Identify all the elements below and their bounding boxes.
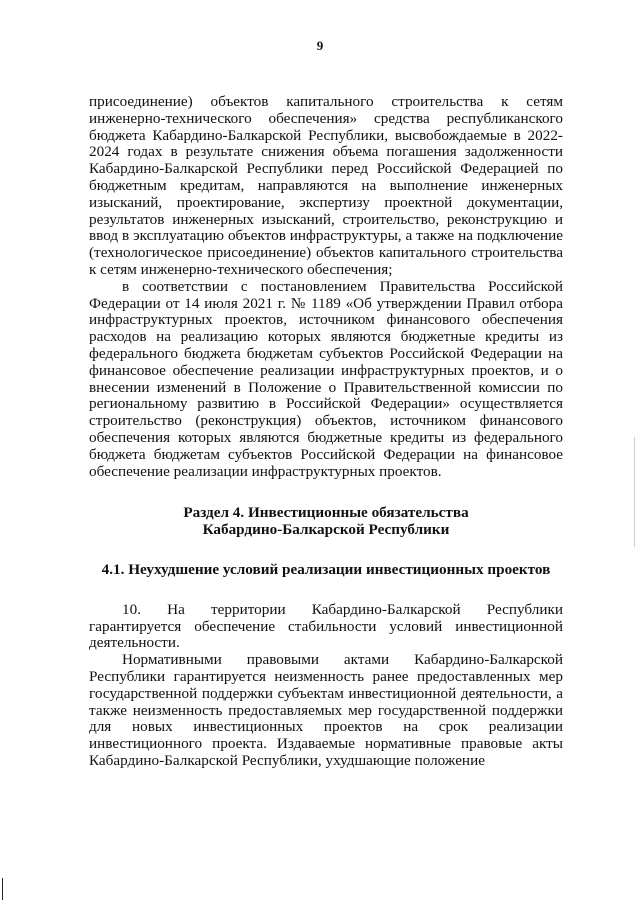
paragraph-continuation: присоединение) объектов капитального строительства к сетям инженерно-технического обеспечения» средства республиканского бюджета Кабардино-Балкарской Республики, высвобождаемые в 2022-2024 годах в результате снижения объема погашения задолженности Кабардино-Балкарской Республики перед Российской Федерацией по бюджетным кредитам, направляются на выполнение инженерных изысканий, проектирование, экспертизу проектной документации, результатов инженерных изысканий, строительство, реконструкцию и ввод в эксплуатацию объектов инфраструктуры, а также на подключение (технологическое присоединение) объектов капитального строительства к сетям инженерно-технического обеспечения; [89, 93, 563, 278]
section-heading-line-2: Кабардино-Балкарской Республики [202, 521, 450, 539]
paragraph-normative-acts: Нормативными правовыми актами Кабардино-Балкарской Республики гарантируется неизменность ранее предоставленных мер государственной поддержки субъектам инвестиционной деятельности, а также неизменность предоставляемых мер государственной поддержки для новых инвестиционных проектов на срок реализации инвестиционного проекта. Издаваемые нормативные правовые акты Кабардино-Балкарской Республики, ухудшающие положение [89, 651, 563, 769]
page-number: 9 [316, 38, 324, 53]
paragraph-item-10: 10. На территории Кабардино-Балкарской Республики гарантируется обеспечение стабильности условий инвестиционной деятельности. [89, 600, 563, 652]
paragraph-government-decree: в соответствии с постановлением Правительства Российской Федерации от 14 июля 2021 г. № 1189 «Об утверждении Правил отбора инфраструктурных проектов, источником финансового обеспечения расходов на реализацию которых являются бюджетные кредиты из федерального бюджета бюджетам субъектов Российской Федерации на финансовое обеспечение реализации инфраструктурных проектов, и о внесении изменений в Положение о Правительственной комиссии по региональному развитию в Российской Федерации» осуществляется строительство (реконструкция) объектов, источником финансового обеспечения которых являются бюджетные кредиты из федерального бюджета бюджетам субъектов Российской Федерации на финансовое обеспечение реализации инфраструктурных проектов. [89, 277, 563, 480]
document-body [89, 94, 563, 770]
section-heading-line-1: Раздел 4. Инвестиционные обязательства [183, 504, 469, 522]
subsection-heading: 4.1. Неухудшение условий реализации инвестиционных проектов [101, 560, 551, 578]
section-heading [89, 505, 563, 539]
scan-edge-shadow [634, 437, 635, 547]
scan-margin-mark [2, 878, 3, 900]
